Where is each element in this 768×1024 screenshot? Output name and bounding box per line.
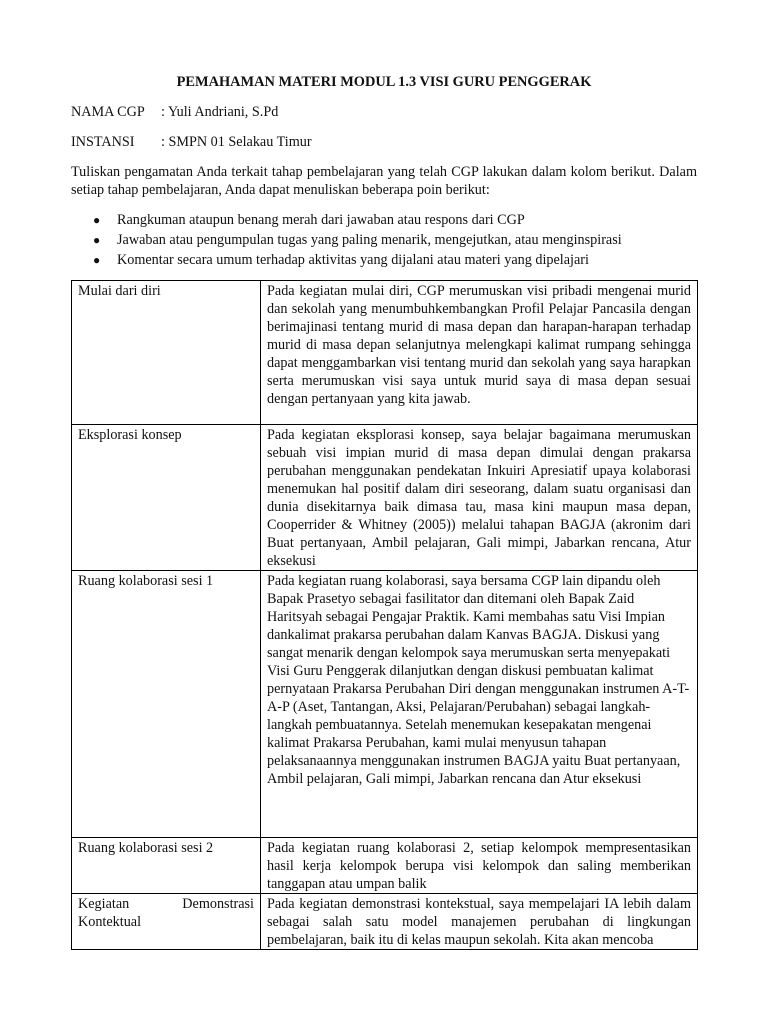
stage-cell: Eksplorasi konsep	[72, 425, 261, 571]
page-title: PEMAHAMAN MATERI MODUL 1.3 VISI GURU PENGGERAK	[176, 74, 592, 90]
bullet-text: Komentar secara umum terhadap aktivitas yang dijalani atau materi yang dipelajari	[117, 252, 589, 268]
intro-paragraph: Tuliskan pengamatan Anda terkait tahap pembelajaran yang telah CGP lakukan dalam kolom berikut. Dalam setiap tahap pembelajaran, Anda dapat menuliskan beberapa poin berikut:	[71, 164, 697, 198]
table-row	[72, 571, 698, 838]
meta-value: : SMPN 01 Selakau Timur	[161, 134, 312, 150]
table-row	[72, 894, 698, 950]
observation-table	[71, 280, 698, 950]
stage-line: Kontektual	[78, 914, 142, 930]
table-row	[72, 281, 698, 425]
list-item	[71, 211, 697, 231]
bullet-text: Jawaban atau pengumpulan tugas yang paling menarik, mengejutkan, atau menginspirasi	[117, 232, 622, 248]
meta-instansi	[71, 133, 312, 151]
stage-cell: Mulai dari diri	[72, 281, 261, 425]
table-row	[72, 838, 698, 894]
meta-label: INSTANSI	[71, 134, 135, 150]
stage-cell: Ruang kolaborasi sesi 1	[72, 571, 261, 838]
meta-nama-cgp	[71, 103, 278, 121]
description-cell: Pada kegiatan mulai diri, CGP merumuskan visi pribadi mengenai murid dan sekolah yang menumbuhkembangkan Profil Pelajar Pancasila dengan berimajinasi tentang murid di masa depan dan harapan-harapan terhadap murid di masa depan selanjutnya melengkapi kalimat rumpang sehingga dapat menggambarkan visi tentang murid dan sekolah yang saya harapkan serta merumuskan visi saya untuk murid saya di masa depan sesuai dengan pertanyaan yang kita jawab.	[261, 281, 698, 425]
meta-value: : Yuli Andriani, S.Pd	[161, 104, 279, 120]
description-cell: Pada kegiatan ruang kolaborasi 2, setiap kelompok mempresentasikan hasil kerja kelompok berupa visi kelompok dan saling memberikan tanggapan atau umpan balik	[261, 838, 698, 894]
list-item	[71, 251, 697, 271]
meta-label: NAMA CGP	[71, 104, 145, 120]
bullet-icon: ●	[93, 213, 101, 227]
stage-word: Kegiatan	[78, 896, 130, 912]
bullet-icon: ●	[93, 233, 101, 247]
stage-word: Demonstrasi	[182, 896, 254, 912]
stage-line	[78, 895, 254, 913]
list-item	[71, 231, 697, 251]
description-cell: Pada kegiatan ruang kolaborasi, saya bersama CGP lain dipandu oleh Bapak Prasetyo sebagai fasilitator dan ditemani oleh Bapak Zaid Haritsyah sebagai Pengajar Praktik. Kami membahas satu Visi Impian dankalimat prakarsa perubahan dalam Kanvas BAGJA. Diskusi yang sangat menarik dengan kelompok saya merumuskan serta menyepakati Visi Guru Penggerak dilanjutkan dengan diskusi pembuatan kalimat pernyataan Prakarsa Perubahan Diri dengan menggunakan instrumen A-T-A-P (Aset, Tantangan, Aksi, Pelajaran/Perubahan) sebagai langkah-langkah pembuatannya. Setelah menemukan kesepakatan mengenai kalimat Prakarsa Perubahan, kami mulai menyusun tahapan pelaksanaannya menggunakan instrumen BAGJA yaitu Buat pertanyaan, Ambil pelajaran, Gali mimpi, Jabarkan rencana dan Atur eksekusi	[261, 571, 698, 838]
description-cell: Pada kegiatan eksplorasi konsep, saya belajar bagaimana merumuskan sebuah visi impian murid di masa depan dimulai dengan prakarsa perubahan menggunakan pendekatan Inkuiri Apresiatif upaya kolaborasi menemukan hal positif dalam diri seseorang, dalam suatu organisasi dan dunia disekitarnya baik dimasa tau, masa kini maupun masa depan, Cooperrider & Whitney (2005)) melalui tahapan BAGJA (akronim dari Buat pertanyaan, Ambil pelajaran, Gali mimpi, Jabarkan rencana, Atur eksekusi	[261, 425, 698, 571]
table-row	[72, 425, 698, 571]
stage-cell: Ruang kolaborasi sesi 2	[72, 838, 261, 894]
bullet-list	[71, 211, 697, 271]
stage-cell	[72, 894, 261, 950]
bullet-text: Rangkuman ataupun benang merah dari jawaban atau respons dari CGP	[117, 212, 525, 228]
description-cell: Pada kegiatan demonstrasi kontekstual, saya mempelajari IA lebih dalam sebagai salah satu model manajemen perubahan di lingkungan pembelajaran, baik itu di kelas maupun sekolah. Kita akan mencoba	[261, 894, 698, 950]
bullet-icon: ●	[93, 253, 101, 267]
